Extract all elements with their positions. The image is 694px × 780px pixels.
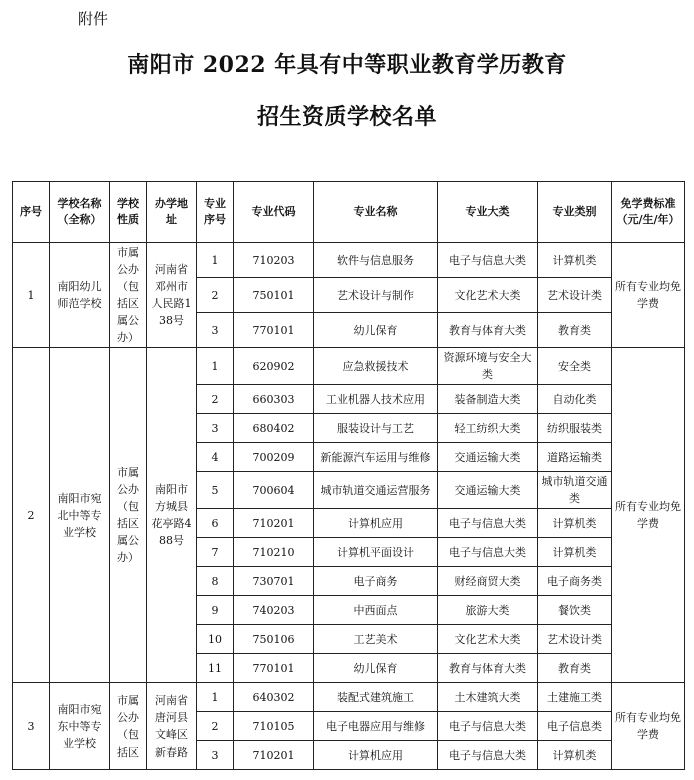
major-category: 教育与体育大类 bbox=[438, 654, 538, 683]
major-category: 文化艺术大类 bbox=[438, 278, 538, 313]
major-seq: 1 bbox=[197, 243, 234, 278]
major-category: 资源环境与安全大类 bbox=[438, 348, 538, 385]
major-category: 财经商贸大类 bbox=[438, 567, 538, 596]
major-seq: 5 bbox=[197, 472, 234, 509]
major-seq: 3 bbox=[197, 414, 234, 443]
major-type: 艺术设计类 bbox=[538, 625, 612, 654]
major-name: 计算机应用 bbox=[314, 509, 438, 538]
major-code: 710201 bbox=[234, 741, 314, 770]
school-address: 河南省邓州市人民路138号 bbox=[147, 243, 197, 348]
school-type: 市属公办（包括区属公办） bbox=[110, 243, 147, 348]
school-address: 南阳市方城县花亭路488号 bbox=[147, 348, 197, 683]
major-seq: 2 bbox=[197, 278, 234, 313]
major-type: 城市轨道交通类 bbox=[538, 472, 612, 509]
major-category: 电子与信息大类 bbox=[438, 741, 538, 770]
major-name: 幼儿保育 bbox=[314, 654, 438, 683]
major-type: 纺织服装类 bbox=[538, 414, 612, 443]
major-type: 电子信息类 bbox=[538, 712, 612, 741]
major-category: 电子与信息大类 bbox=[438, 243, 538, 278]
school-fee: 所有专业均免学费 bbox=[612, 683, 685, 770]
major-type: 餐饮类 bbox=[538, 596, 612, 625]
major-category: 旅游大类 bbox=[438, 596, 538, 625]
major-seq: 8 bbox=[197, 567, 234, 596]
school-name: 南阳市宛北中等专业学校 bbox=[50, 348, 110, 683]
major-code: 770101 bbox=[234, 313, 314, 348]
header-major-type: 专业类别 bbox=[538, 182, 612, 243]
page-title-line2: 招生资质学校名单 bbox=[256, 104, 437, 130]
school-seq: 3 bbox=[13, 683, 50, 770]
major-name: 工业机器人技术应用 bbox=[314, 385, 438, 414]
major-type: 计算机类 bbox=[538, 243, 612, 278]
major-seq: 2 bbox=[197, 712, 234, 741]
major-category: 土木建筑大类 bbox=[438, 683, 538, 712]
major-type: 计算机类 bbox=[538, 538, 612, 567]
major-type: 计算机类 bbox=[538, 509, 612, 538]
school-name: 南阳幼儿师范学校 bbox=[50, 243, 110, 348]
header-major-code: 专业代码 bbox=[234, 182, 314, 243]
school-seq: 1 bbox=[13, 243, 50, 348]
major-seq: 9 bbox=[197, 596, 234, 625]
major-name: 软件与信息服务 bbox=[314, 243, 438, 278]
major-name: 服装设计与工艺 bbox=[314, 414, 438, 443]
school-seq: 2 bbox=[13, 348, 50, 683]
school-name: 南阳市宛东中等专业学校 bbox=[50, 683, 110, 770]
major-category: 电子与信息大类 bbox=[438, 538, 538, 567]
major-type: 电子商务类 bbox=[538, 567, 612, 596]
major-seq: 11 bbox=[197, 654, 234, 683]
major-code: 770101 bbox=[234, 654, 314, 683]
major-name: 应急救援技术 bbox=[314, 348, 438, 385]
major-category: 装备制造大类 bbox=[438, 385, 538, 414]
major-category: 文化艺术大类 bbox=[438, 625, 538, 654]
schools-table bbox=[12, 181, 685, 770]
major-type: 教育类 bbox=[538, 654, 612, 683]
major-code: 660303 bbox=[234, 385, 314, 414]
major-type: 道路运输类 bbox=[538, 443, 612, 472]
major-code: 700604 bbox=[234, 472, 314, 509]
major-name: 电子商务 bbox=[314, 567, 438, 596]
school-fee: 所有专业均免学费 bbox=[612, 243, 685, 348]
major-code: 750101 bbox=[234, 278, 314, 313]
school-fee: 所有专业均免学费 bbox=[612, 348, 685, 683]
major-seq: 4 bbox=[197, 443, 234, 472]
major-type: 安全类 bbox=[538, 348, 612, 385]
major-code: 640302 bbox=[234, 683, 314, 712]
major-name: 计算机平面设计 bbox=[314, 538, 438, 567]
major-type: 艺术设计类 bbox=[538, 278, 612, 313]
school-type: 市属公办（包括区属公办） bbox=[110, 348, 147, 683]
major-category: 电子与信息大类 bbox=[438, 712, 538, 741]
major-code: 710203 bbox=[234, 243, 314, 278]
major-type: 土建施工类 bbox=[538, 683, 612, 712]
major-name: 艺术设计与制作 bbox=[314, 278, 438, 313]
major-category: 教育与体育大类 bbox=[438, 313, 538, 348]
major-code: 740203 bbox=[234, 596, 314, 625]
major-seq: 1 bbox=[197, 348, 234, 385]
major-name: 电子电器应用与维修 bbox=[314, 712, 438, 741]
major-type: 教育类 bbox=[538, 313, 612, 348]
header-fee: 免学费标准（元/生/年） bbox=[612, 182, 685, 243]
major-code: 730701 bbox=[234, 567, 314, 596]
major-category: 电子与信息大类 bbox=[438, 509, 538, 538]
major-category: 交通运输大类 bbox=[438, 472, 538, 509]
major-code: 710105 bbox=[234, 712, 314, 741]
major-name: 计算机应用 bbox=[314, 741, 438, 770]
header-school-type: 学校性质 bbox=[110, 182, 147, 243]
major-type: 计算机类 bbox=[538, 741, 612, 770]
major-code: 750106 bbox=[234, 625, 314, 654]
major-code: 620902 bbox=[234, 348, 314, 385]
table-row bbox=[13, 348, 685, 385]
major-name: 幼儿保育 bbox=[314, 313, 438, 348]
major-seq: 1 bbox=[197, 683, 234, 712]
page-title-line1: 南阳市 2022 年具有中等职业教育学历教育 bbox=[127, 52, 567, 78]
major-code: 700209 bbox=[234, 443, 314, 472]
header-major-name: 专业名称 bbox=[314, 182, 438, 243]
header-address: 办学地址 bbox=[147, 182, 197, 243]
major-category: 轻工纺织大类 bbox=[438, 414, 538, 443]
major-name: 新能源汽车运用与维修 bbox=[314, 443, 438, 472]
school-address: 河南省唐河县文峰区新春路 bbox=[147, 683, 197, 770]
major-name: 中西面点 bbox=[314, 596, 438, 625]
major-seq: 7 bbox=[197, 538, 234, 567]
major-seq: 3 bbox=[197, 313, 234, 348]
major-category: 交通运输大类 bbox=[438, 443, 538, 472]
table-row bbox=[13, 243, 685, 278]
major-name: 城市轨道交通运营服务 bbox=[314, 472, 438, 509]
attachment-label: 附件 bbox=[78, 10, 109, 28]
major-seq: 2 bbox=[197, 385, 234, 414]
header-row bbox=[13, 182, 685, 243]
major-seq: 10 bbox=[197, 625, 234, 654]
header-school-name: 学校名称（全称） bbox=[50, 182, 110, 243]
major-seq: 3 bbox=[197, 741, 234, 770]
header-major-seq: 专业序号 bbox=[197, 182, 234, 243]
major-name: 工艺美术 bbox=[314, 625, 438, 654]
header-major-category: 专业大类 bbox=[438, 182, 538, 243]
major-code: 710201 bbox=[234, 509, 314, 538]
major-type: 自动化类 bbox=[538, 385, 612, 414]
major-code: 710210 bbox=[234, 538, 314, 567]
header-seq: 序号 bbox=[13, 182, 50, 243]
table-row bbox=[13, 683, 685, 712]
major-code: 680402 bbox=[234, 414, 314, 443]
major-seq: 6 bbox=[197, 509, 234, 538]
school-type: 市属公办（包括区 bbox=[110, 683, 147, 770]
major-name: 装配式建筑施工 bbox=[314, 683, 438, 712]
